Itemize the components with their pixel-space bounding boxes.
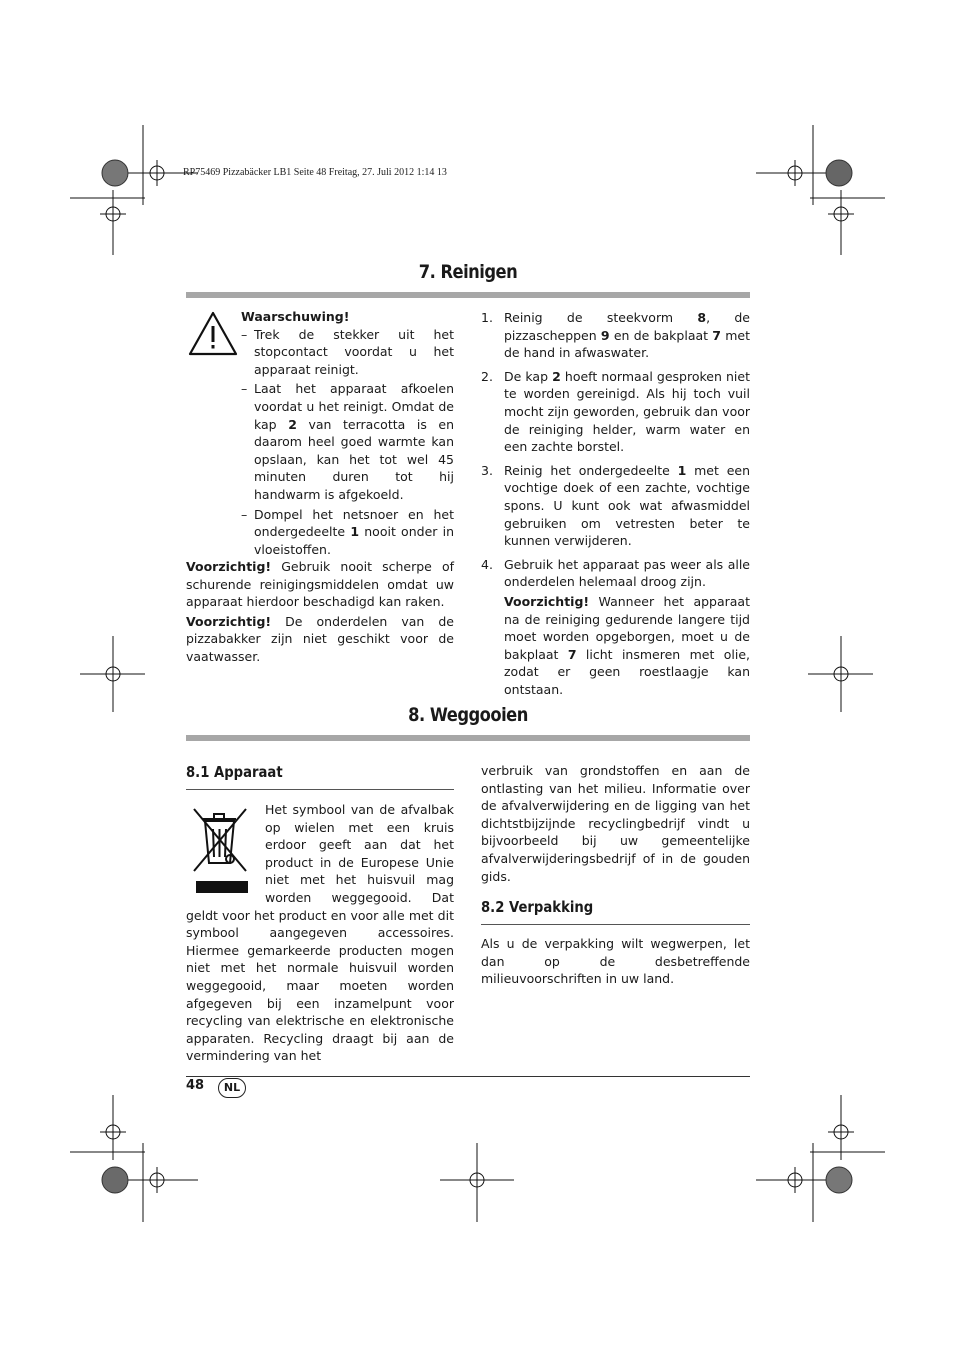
section-bar — [186, 292, 750, 298]
apparaat-paragraph: Het symbool van de afvalbak op wielen met een kruis erdoor geeft aan dat het product in de Europese Unie niet met het huisvuil mag worden weggegooid. Dat geldt voor het product en voor alle met dit symbool aangegeven accessoires. Hiermee gemarkeerde producten mogen niet met het normale huisvuil worden weggegooid, maar moeten worden afgegeven bij een inzamelpunt voor recycling van elektrische en elektronische apparaten. Recycling draagt bij aan de vermindering van het — [186, 802, 454, 1064]
section-title-weggooien: 8. Weggooien — [408, 704, 528, 726]
steps-list — [481, 309, 750, 591]
section-title-reinigen: 7. Reinigen — [418, 261, 518, 283]
cleaning-steps — [481, 309, 750, 700]
subsection-rule — [481, 924, 750, 925]
language-badge: NL — [218, 1078, 246, 1098]
section-bar — [186, 735, 750, 741]
list-item: 4. Gebruik het apparaat pas weer als alle onderdelen helemaal droog zijn. — [481, 556, 750, 590]
apparaat-text-continued — [481, 762, 750, 887]
print-header: RP75469 Pizzabäcker LB1 Seite 48 Freitag, 27. Juli 2012 1:14 13 — [183, 167, 447, 178]
footer-rule — [186, 1076, 750, 1077]
warning-title: Waarschuwing! — [241, 309, 350, 324]
caution-paragraph: Voorzichtig! Gebruik nooit scherpe of schurende reinigingsmiddelen omdat uw apparaat hierdoor beschadigd kan raken. — [186, 559, 454, 610]
apparaat-paragraph-continued: verbruik van grondstoffen en aan de ontlasting van het milieu. Informatie over de afvalverwijdering en de ligging van het dichtstbijzijnde recyclingbedrijf vindt u bijvoorbeeld bij uw gemeentelijke afvalverwijderingsbedrijf of in de gouden gids. — [481, 763, 750, 884]
caution-paragraph: Voorzichtig! Wanneer het apparaat na de reiniging gedurende langere tijd moet worden opgeborgen, moet u de bakplaat 7 licht insmeren met olie, zodat er geen roestlaagje kan ontstaan. — [504, 593, 750, 697]
list-item: 3. Reinig het ondergedeelte 1 met een vochtige doek of een zachte, vochtige spons. U kunt ook wat afwasmiddel gebruiken om vetresten beter te kunnen verwijderen. — [481, 462, 750, 549]
list-item: – Laat het apparaat afkoelen voordat u het reinigt. Omdat de kap 2 van terracotta is en daarom heel goed warmte kan opslaan, kan het tot wel 45 minuten duren tot hij handwarm is afgekoeld. — [241, 380, 454, 503]
page-number: 48 — [186, 1078, 205, 1093]
caution-left — [186, 558, 454, 668]
list-item: – Dompel het netsnoer en het ondergedeelte 1 nooit onder in vloeistoffen. — [241, 506, 454, 559]
warning-block — [241, 308, 454, 560]
caution-paragraph: Voorzichtig! De onderdelen van de pizzabakker zijn niet geschikt voor de vaatwasser. — [186, 613, 454, 664]
list-item: – Trek de stekker uit het stopcontact voordat u het apparaat reinigt. — [241, 326, 454, 379]
subsection-rule — [186, 789, 454, 790]
apparaat-text — [186, 801, 454, 1067]
list-item: 1. Reinig de steekvorm 8, de pizzascheppen 9 en de bakplaat 7 met de hand in afwaswater. — [481, 310, 750, 361]
list-item: 2. De kap 2 hoeft normaal gesproken niet te worden gereinigd. Als hij toch vuil mocht zijn geworden, gebruik dan voor de reiniging helder, warm water en een zachte borstel. — [481, 368, 750, 455]
warning-list — [241, 326, 454, 559]
warning-triangle-icon — [188, 311, 238, 356]
verpakking-text — [481, 935, 750, 990]
subsection-title-verpakking: 8.2 Verpakking — [481, 898, 594, 916]
subsection-title-apparaat: 8.1 Apparaat — [186, 763, 283, 781]
icon-wrap-spacer — [186, 801, 265, 905]
verpakking-paragraph: Als u de verpakking wilt wegwerpen, let dan op de desbetreffende milieuvoorschriften in uw land. — [481, 936, 750, 987]
